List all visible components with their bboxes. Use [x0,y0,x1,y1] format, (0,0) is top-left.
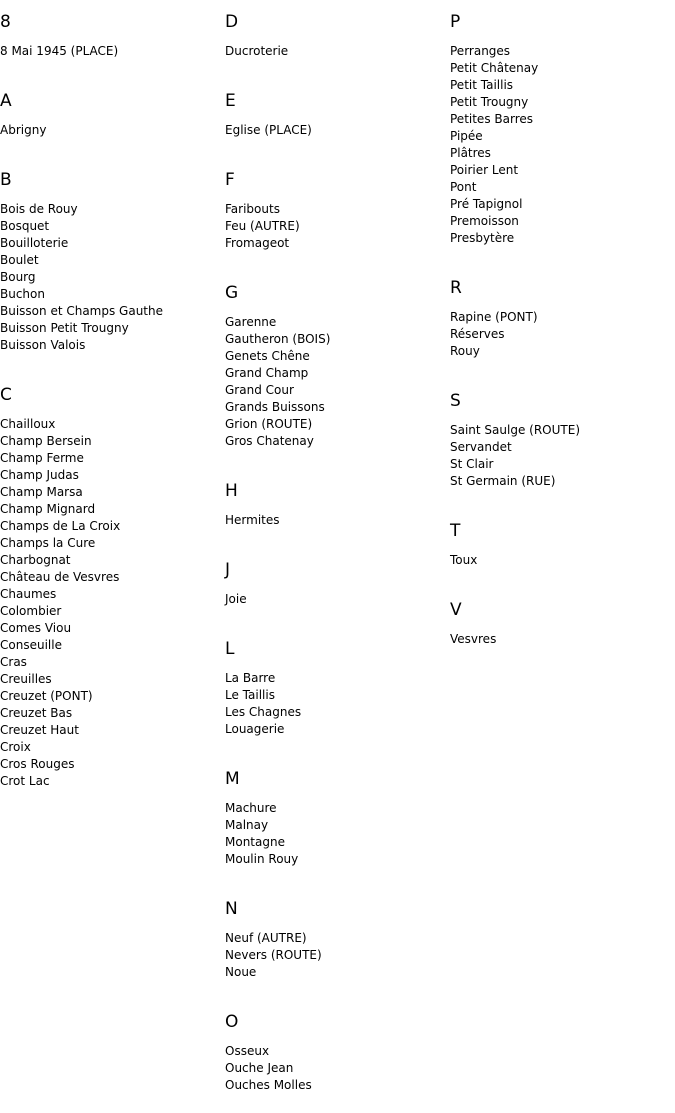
street-list-item [225,930,447,947]
street-list-item [225,834,447,851]
street-index-column-1 [0,0,222,809]
street-link[interactable]: Creuzet Haut [0,723,79,737]
street-link[interactable]: 8 Mai 1945 (PLACE) [0,44,119,58]
street-list-item [450,196,672,213]
letter-heading: V [450,600,462,620]
section-spacer [0,60,222,79]
street-link[interactable]: Gros Chatenay [225,434,314,448]
section-spacer [225,868,447,887]
street-link[interactable]: Hermites [225,513,280,527]
street-link[interactable]: Grion (ROUTE) [225,417,313,431]
section-spacer [225,252,447,271]
section-spacer [225,60,447,79]
street-link[interactable]: Premoisson [450,214,519,228]
street-list-item [0,218,222,235]
street-link[interactable]: Bouilloterie [0,236,69,250]
street-link[interactable]: Petit Taillis [450,78,514,92]
street-link[interactable]: Creuilles [0,672,52,686]
street-list-item [0,773,222,790]
letter-heading: A [0,91,12,111]
section-spacer [225,529,447,548]
street-list [225,670,447,738]
street-list [225,122,447,139]
letter-heading: 8 [0,12,11,32]
street-link[interactable]: Champ Judas [0,468,79,482]
street-list-item [225,235,447,252]
street-link[interactable]: Montagne [225,835,285,849]
street-link[interactable]: Grand Champ [225,366,309,380]
street-link[interactable]: Feu (AUTRE) [225,219,300,233]
street-list-item [0,122,222,139]
street-list-item [450,326,672,343]
street-list-item [450,439,672,456]
street-link[interactable]: Comes Viou [0,621,72,635]
street-link[interactable]: Eglise (PLACE) [225,123,312,137]
street-list-item [450,145,672,162]
letter-section [225,548,447,627]
street-list-item [225,947,447,964]
street-link[interactable]: Servandet [450,440,512,454]
street-list-item [225,314,447,331]
section-spacer [0,790,222,809]
street-link[interactable]: Ouche Jean [225,1061,294,1075]
section-spacer [0,354,222,373]
street-link[interactable]: Louagerie [225,722,285,736]
street-list-item [0,654,222,671]
street-list-item [225,687,447,704]
street-link[interactable]: Fromageot [225,236,290,250]
street-index-column-2 [225,0,447,1113]
street-link[interactable]: Crot Lac [0,774,50,788]
street-list [450,309,672,360]
street-list-item [450,552,672,569]
street-list-item [450,456,672,473]
street-link[interactable]: Garenne [225,315,277,329]
section-spacer [225,1094,447,1113]
street-link[interactable]: Nevers (ROUTE) [225,948,322,962]
street-list-item [225,721,447,738]
street-link[interactable]: La Barre [225,671,276,685]
street-link[interactable]: Conseuille [0,638,62,652]
street-link[interactable]: Toux [450,553,478,567]
section-spacer [450,490,672,509]
street-link[interactable]: Petit Trougny [450,95,529,109]
street-list-item [0,569,222,586]
street-link[interactable]: St Germain (RUE) [450,474,556,488]
street-link[interactable]: Les Chagnes [225,705,302,719]
street-list-item [225,704,447,721]
street-link[interactable]: Rapine (PONT) [450,310,538,324]
street-link[interactable]: Chaumes [0,587,57,601]
street-link[interactable]: Creuzet (PONT) [0,689,93,703]
street-link[interactable]: Boulet [0,253,39,267]
street-list-item [225,851,447,868]
street-list-item [0,286,222,303]
street-list-item [0,586,222,603]
street-link[interactable]: Plâtres [450,146,491,160]
street-list [225,800,447,868]
street-list-item [0,43,222,60]
letter-heading: R [450,278,462,298]
street-list-item [225,800,447,817]
section-spacer [450,569,672,588]
street-list-item [0,252,222,269]
street-link[interactable]: Château de Vesvres [0,570,120,584]
street-list-item [0,620,222,637]
street-list-item [0,552,222,569]
street-link[interactable]: Osseux [225,1044,270,1058]
street-list-item [0,535,222,552]
street-list-item [450,422,672,439]
letter-section [0,0,222,79]
section-spacer [225,981,447,1000]
letter-heading: M [225,769,240,789]
street-list-item [225,416,447,433]
letter-section [225,79,447,158]
street-list [450,43,672,247]
street-list-item [450,343,672,360]
street-list-item [0,603,222,620]
street-list [450,631,672,648]
letter-section [225,1000,447,1113]
street-list-item [0,705,222,722]
street-list-item [450,309,672,326]
street-list-item [0,518,222,535]
street-link[interactable]: Gautheron (BOIS) [225,332,331,346]
street-list [225,512,447,529]
letter-section [450,588,672,667]
street-link[interactable]: Buisson Valois [0,338,86,352]
street-link[interactable]: Grand Cour [225,383,294,397]
street-link[interactable]: Pont [450,180,477,194]
street-list-item [450,111,672,128]
street-list-item [0,739,222,756]
street-link[interactable]: Bosquet [0,219,50,233]
section-spacer [450,247,672,266]
letter-section [225,271,447,469]
street-list-item [450,213,672,230]
street-link[interactable]: Malnay [225,818,269,832]
letter-section [450,266,672,379]
street-link[interactable]: Machure [225,801,277,815]
letter-heading: H [225,481,238,501]
street-list-item [0,303,222,320]
street-list-item [0,269,222,286]
street-list-item [0,337,222,354]
street-list-item [225,122,447,139]
street-link[interactable]: Buisson Petit Trougny [0,321,129,335]
street-list-item [225,218,447,235]
street-link[interactable]: Pipée [450,129,483,143]
street-list-item [225,201,447,218]
street-link[interactable]: Poirier Lent [450,163,519,177]
street-link[interactable]: Buchon [0,287,45,301]
street-list [450,422,672,490]
street-list [0,416,222,790]
street-list-item [225,591,447,608]
street-link[interactable]: Creuzet Bas [0,706,73,720]
street-link[interactable]: Perranges [450,44,511,58]
street-list-item [450,77,672,94]
street-link[interactable]: Bois de Rouy [0,202,78,216]
street-link[interactable]: Joie [225,592,247,606]
street-link[interactable]: Cros Rouges [0,757,75,771]
street-list-item [0,320,222,337]
street-list-item [0,637,222,654]
letter-section [225,158,447,271]
street-list-item [225,43,447,60]
street-list-item [225,348,447,365]
street-list-item [225,1077,447,1094]
letter-heading: L [225,639,235,659]
street-list-item [225,817,447,834]
street-list [0,201,222,354]
street-list-item [0,416,222,433]
section-spacer [225,738,447,757]
street-link[interactable]: Bourg [0,270,36,284]
street-list-item [450,94,672,111]
street-list-item [450,162,672,179]
street-link[interactable]: Champs la Cure [0,536,96,550]
street-link[interactable]: Colombier [0,604,62,618]
letter-heading: T [450,521,461,541]
letter-heading: F [225,170,235,190]
street-link[interactable]: Charbognat [0,553,71,567]
street-list-item [225,512,447,529]
street-list-item [0,722,222,739]
street-link[interactable]: Saint Saulge (ROUTE) [450,423,580,437]
letter-section [0,79,222,158]
street-link[interactable]: Petites Barres [450,112,533,126]
street-link[interactable]: Grands Buissons [225,400,325,414]
letter-heading: G [225,283,239,303]
street-list [0,43,222,60]
street-link[interactable]: Petit Châtenay [450,61,539,75]
street-list-item [450,631,672,648]
street-list-item [450,230,672,247]
street-list-item [225,670,447,687]
letter-heading: S [450,391,461,411]
street-list-item [225,1043,447,1060]
letter-heading: C [0,385,12,405]
street-list [225,43,447,60]
letter-section [225,887,447,1000]
street-list-item [0,235,222,252]
street-link[interactable]: Faribouts [225,202,280,216]
street-list-item [0,433,222,450]
street-link[interactable]: Le Taillis [225,688,275,702]
street-index-column-3 [450,0,672,667]
street-link[interactable]: Ducroterie [225,44,289,58]
section-spacer [0,139,222,158]
street-link[interactable]: Cras [0,655,27,669]
street-list-item [225,1060,447,1077]
street-link[interactable]: Abrigny [0,123,47,137]
street-list-item [225,382,447,399]
street-link[interactable]: Réserves [450,327,505,341]
street-list-item [225,365,447,382]
letter-heading: N [225,899,238,919]
street-link[interactable]: Champs de La Croix [0,519,121,533]
section-spacer [225,450,447,469]
street-list-item [0,756,222,773]
street-list [450,552,672,569]
letter-heading: D [225,12,239,32]
street-list-item [0,501,222,518]
section-spacer [450,648,672,667]
street-list [225,1043,447,1094]
section-spacer [225,608,447,627]
street-list-item [225,331,447,348]
street-link[interactable]: Champ Mignard [0,502,96,516]
street-list-item [225,964,447,981]
street-link[interactable]: Presbytère [450,231,515,245]
letter-section [450,509,672,588]
street-link[interactable]: Chailloux [0,417,56,431]
street-list-item [450,43,672,60]
letter-section [450,379,672,509]
street-list-item [0,484,222,501]
letter-heading: O [225,1012,239,1032]
street-list-item [225,399,447,416]
letter-heading: J [225,560,231,580]
street-link[interactable]: Champ Marsa [0,485,83,499]
street-list-item [0,671,222,688]
street-list-item [450,179,672,196]
street-link[interactable]: Vesvres [450,632,497,646]
street-list [225,591,447,608]
letter-section [225,469,447,548]
street-list-item [450,60,672,77]
street-list [225,201,447,252]
letter-section [0,373,222,809]
street-link[interactable]: Genets Chêne [225,349,310,363]
street-link[interactable]: St Clair [450,457,494,471]
street-link[interactable]: Pré Tapignol [450,197,523,211]
street-link[interactable]: Buisson et Champs Gauthe [0,304,164,318]
street-list-item [0,201,222,218]
street-list-item [0,450,222,467]
street-list [225,930,447,981]
letter-section [0,158,222,373]
street-list-item [450,128,672,145]
street-link[interactable]: Rouy [450,344,480,358]
section-spacer [225,139,447,158]
letter-heading: P [450,12,461,32]
street-list-item [450,473,672,490]
letter-heading: E [225,91,236,111]
street-link[interactable]: Croix [0,740,31,754]
street-link[interactable]: Noue [225,965,257,979]
street-link[interactable]: Champ Ferme [0,451,84,465]
street-list [0,122,222,139]
street-link[interactable]: Ouches Molles [225,1078,312,1092]
street-list-item [0,688,222,705]
letter-section [225,0,447,79]
letter-section [225,757,447,887]
street-list-item [225,433,447,450]
letter-section [225,627,447,757]
letter-section [450,0,672,266]
street-link[interactable]: Moulin Rouy [225,852,299,866]
letter-heading: B [0,170,12,190]
street-list [225,314,447,450]
street-list-item [0,467,222,484]
street-link[interactable]: Neuf (AUTRE) [225,931,307,945]
street-link[interactable]: Champ Bersein [0,434,92,448]
section-spacer [450,360,672,379]
